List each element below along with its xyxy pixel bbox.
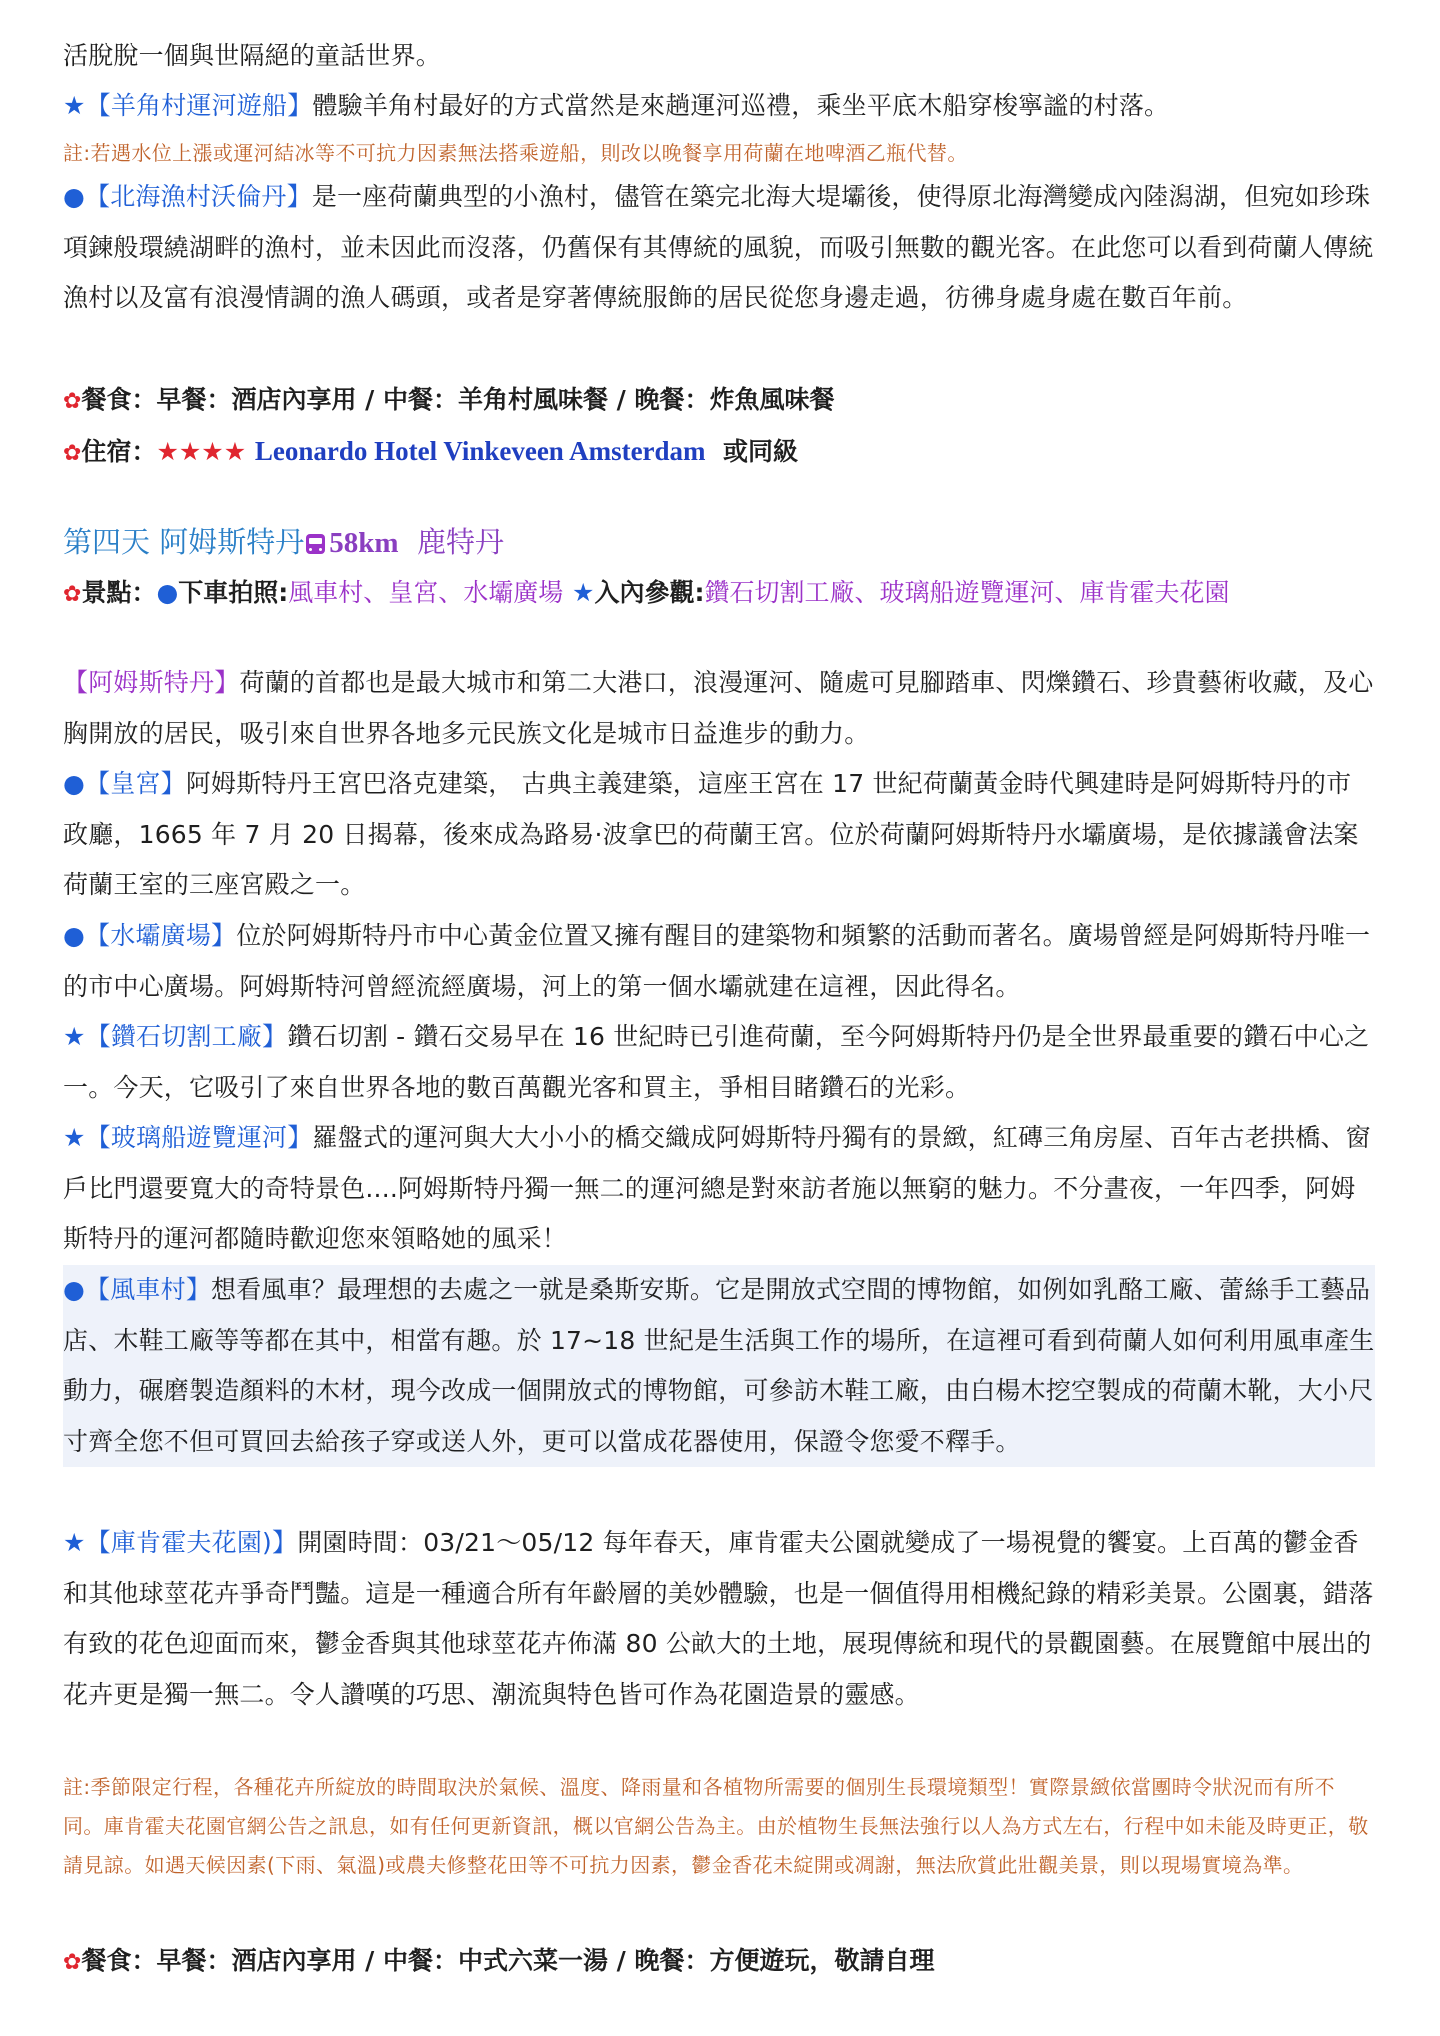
hotel-label: 住宿： (81, 437, 157, 466)
bullet-dot-icon: ● (63, 769, 86, 798)
keukenhof-note: 註:季節限定行程，各種花卉所綻放的時間取決於氣候、溫度、降雨量和各植物所需要的個別生長環境類型！實際景緻依當團時令狀況而有所不同。庫肯霍夫花園官網公告之訊息，如有任何更新資訊，概以官網公告為主。由於植物生長無法強行以人為方式左右，行程中如未能及時更正，敬請見諒。如遇天候因素(下雨、氣溫)或農夫修整花田等不可抗力因素，鬱金香花未綻開或凋謝，無法欣賞此壯觀美景，則以現場實境為準。 (63, 1775, 1369, 1877)
diamond-paragraph (63, 1012, 1375, 1113)
day4-meals (63, 1935, 1375, 1989)
flower-icon: ✿ (63, 389, 82, 414)
dam-tag: 【水壩廣場】 (85, 921, 237, 950)
star-icon: ★ (63, 1123, 86, 1152)
amsterdam-paragraph (63, 658, 1375, 759)
star-icon: ★ (63, 91, 86, 120)
day3-hotel (63, 425, 1375, 480)
hotel-stars: ★★★★ (156, 437, 247, 466)
amsterdam-text: 荷蘭的首都也是最大城市和第二大港口，浪漫運河、隨處可見腳踏車、閃爍鑽石、珍貴藝術收藏，及心胸開放的居民，吸引來自世界各地多元民族文化是城市日益進步的動力。 (63, 668, 1374, 748)
palace-paragraph (63, 759, 1375, 911)
windmill-text: 想看風車？最理想的去處之一就是桑斯安斯。它是開放式空間的博物館，如例如乳酪工廠、蕾絲手工藝品店、木鞋工廠等等都在其中，相當有趣。於 17~18 世紀是生活與工作的場所，在這裡可看到荷蘭人如何利用風車產生動力，碾磨製造顏料的木材，現今改成一個開放式的博物館，可參訪木鞋工廠，由白楊木挖空製成的荷蘭木靴，大小尺寸齊全您不但可買回去給孩子穿或送人外，更可以當成花器使用，保證令您愛不釋手。 (63, 1275, 1375, 1456)
windmill-paragraph (63, 1265, 1375, 1467)
hotel-name: Leonardo Hotel Vinkeveen Amsterdam (254, 436, 706, 466)
diamond-text: 鑽石切割 - 鑽石交易早在 16 世紀時已引進荷蘭，至今阿姆斯特丹仍是全世界最重要的鑽石中心之一。今天，它吸引了來自世界各地的數百萬觀光客和買主，爭相目睹鑽石的光彩。 (63, 1022, 1370, 1102)
visit-label: 入內參觀: (594, 578, 705, 607)
glassboat-tag: 【玻璃船遊覽運河】 (85, 1123, 313, 1152)
boat-note: 註:若遇水位上漲或運河結冰等不可抗力因素無法搭乘遊船，則改以晚餐享用荷蘭在地啤酒乙瓶代替。 (63, 141, 968, 165)
hotel-suffix: 或同級 (722, 437, 798, 466)
palace-text: 阿姆斯特丹王宮巴洛克建築， 古典主義建築，這座王宮在 17 世紀荷蘭黃金時代興建時是阿姆斯特丹的市政廳，1665 年 7 月 20 日揭幕，後來成為路易·波拿巴的荷蘭王宮。位於荷蘭阿姆斯特丹水壩廣場，是依據議會法案荷蘭王室的三座宮殿之一。 (63, 769, 1359, 900)
day4-meals-text: 餐食：早餐：酒店內享用 / 中餐：中式六菜一湯 / 晚餐：方便遊玩，敬請自理 (81, 1946, 935, 1975)
flower-icon: ✿ (63, 582, 82, 607)
day4-title-start: 第四天 阿姆斯特丹 (63, 525, 305, 559)
star-icon: ★ (572, 578, 595, 607)
day4-title-end: 鹿特丹 (416, 525, 504, 559)
keukenhof-text: 開園時間：03/21～05/12 每年春天，庫肯霍夫公園就變成了一場視覺的饗宴。上百萬的鬱金香和其他球莖花卉爭奇鬥豔。這是一種適合所有年齡層的美妙體驗，也是一個值得用相機紀錄的精彩美景。公園裏，錯落有致的花色迎面而來，鬱金香與其他球莖花卉佈滿 80 公畝大的土地，展現傳統和現代的景觀園藝。在展覽館中展出的花卉更是獨一無二。令人讚嘆的巧思、潮流與特色皆可作為花園造景的靈感。 (63, 1528, 1374, 1709)
bullet-dot-icon: ● (63, 921, 86, 950)
flower-icon: ✿ (63, 441, 82, 466)
volendam-paragraph (63, 172, 1375, 324)
dam-text: 位於阿姆斯特丹市中心黃金位置又擁有醒目的建築物和頻繁的活動而著名。廣場曾經是阿姆斯特丹唯一的市中心廣場。阿姆斯特河曾經流經廣場，河上的第一個水壩就建在這裡，因此得名。 (63, 921, 1371, 1001)
sights-label: 景點： (81, 578, 157, 607)
keukenhof-tag: 【庫肯霍夫花園)】 (85, 1528, 298, 1557)
glassboat-text: 羅盤式的運河與大大小小的橋交織成阿姆斯特丹獨有的景緻，紅磚三角房屋、百年古老拱橋、窗戶比門還要寬大的奇特景色....阿姆斯特丹獨一無二的運河總是對來訪者施以無窮的魅力。不分晝夜，一年四季，阿姆斯特丹的運河都隨時歡迎您來領略她的風采！ (63, 1123, 1371, 1254)
keukenhof-paragraph (63, 1518, 1375, 1720)
glassboat-paragraph (63, 1113, 1375, 1265)
amsterdam-tag: 【阿姆斯特丹】 (63, 668, 240, 697)
palace-tag: 【皇宮】 (85, 769, 186, 798)
day4-title (63, 516, 1375, 569)
bullet-dot-icon: ● (156, 578, 179, 607)
photo-list: 風車村、皇宮、水壩廣場 (288, 578, 564, 607)
boat-tag: 【羊角村運河遊船】 (85, 91, 313, 120)
day3-meals (63, 374, 1375, 428)
star-icon: ★ (63, 1528, 86, 1557)
day3-meals-text: 餐食：早餐：酒店內享用 / 中餐：羊角村風味餐 / 晚餐：炸魚風味餐 (81, 385, 835, 414)
photo-label: 下車拍照: (178, 578, 289, 607)
intro-line: 活脫脫一個與世隔絕的童話世界。 (63, 41, 442, 70)
volendam-tag: 【北海漁村沃倫丹】 (85, 182, 312, 211)
volendam-text: 是一座荷蘭典型的小漁村，儘管在築完北海大堤壩後，使得原北海灣變成內陸潟湖，但宛如珍珠項鍊般環繞湖畔的漁村，並未因此而沒落，仍舊保有其傳統的風貌，而吸引無數的觀光客。在此您可以看到荷蘭人傳統漁村以及富有浪漫情調的漁人碼頭，或者是穿著傳統服飾的居民從您身邊走過，彷彿身處身處在數百年前。 (63, 182, 1374, 313)
bus-icon (306, 534, 325, 554)
flower-icon: ✿ (63, 1950, 82, 1975)
bullet-dot-icon: ● (63, 182, 86, 211)
bullet-dot-icon: ● (63, 1275, 86, 1304)
windmill-tag: 【風車村】 (85, 1275, 212, 1304)
day4-sights (63, 573, 1375, 615)
visit-list: 鑽石切割工廠、玻璃船遊覽運河、庫肯霍夫花園 (704, 578, 1230, 607)
diamond-tag: 【鑽石切割工廠】 (85, 1022, 288, 1051)
dam-paragraph (63, 911, 1375, 1012)
day4-distance: 58km (329, 527, 399, 559)
boat-text: 體驗羊角村最好的方式當然是來趟運河巡禮，乘坐平底木船穿梭寧謐的村落。 (312, 91, 1170, 120)
boat-paragraph (63, 81, 1375, 132)
star-icon: ★ (63, 1022, 86, 1051)
